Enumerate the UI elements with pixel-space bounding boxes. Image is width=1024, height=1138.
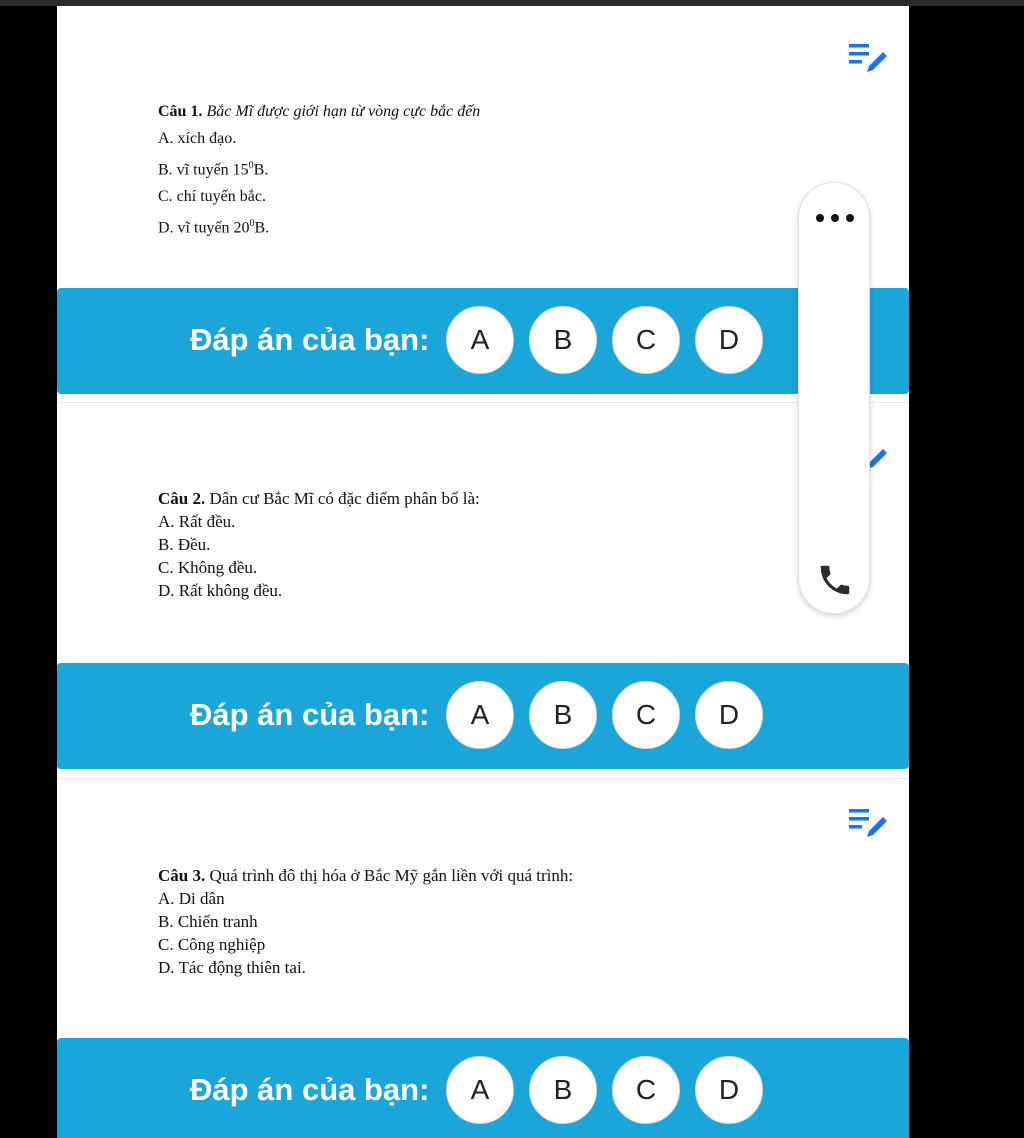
option-b: B. vĩ tuyến $15^0B$. (158, 160, 269, 179)
answer-bar-1 (57, 288, 909, 394)
option-d: D. Tác động thiên tai. (158, 958, 306, 977)
option-c: C. chí tuyến bắc. (158, 188, 266, 206)
playlist-edit-icon[interactable] (847, 40, 891, 76)
choice-a-button[interactable]: A (446, 306, 514, 374)
choice-b-button[interactable]: B (529, 1056, 597, 1124)
choice-c-button[interactable]: C (612, 306, 680, 374)
choice-b-button[interactable]: B (529, 681, 597, 749)
answer-bar-2 (57, 663, 909, 769)
answer-label: Đáp án của bạn: (190, 322, 430, 357)
question-card-2 (57, 402, 909, 663)
option-d: D. vĩ tuyến $20^0B$. (158, 218, 270, 237)
question-1 (158, 98, 480, 242)
option-a: A. xích đạo. (158, 130, 237, 147)
question-1-title (158, 98, 480, 125)
option-c: C. Không đều. (158, 558, 258, 577)
option-c: C. Công nghiệp (158, 935, 266, 954)
question-text: Dân cư Bắc Mĩ có đặc điểm phân bố là: (209, 489, 480, 508)
question-text: Bắc Mĩ được giới hạn từ vòng cực bắc đến (206, 103, 481, 120)
question-2-title (158, 487, 480, 510)
floating-action-panel (798, 182, 870, 614)
answer-label: Đáp án của bạn: (190, 1072, 430, 1107)
choice-c-button[interactable]: C (612, 1056, 680, 1124)
choice-d-button[interactable]: D (695, 1056, 763, 1124)
question-3 (158, 864, 573, 979)
option-d: D. Rất không đều. (158, 581, 283, 600)
question-text: Quá trình đô thị hóa ở Bắc Mỹ gắn liền với quá trình: (209, 866, 574, 885)
quiz-page (57, 6, 909, 1138)
option-b: B. Chiến tranh (158, 912, 258, 931)
playlist-edit-icon[interactable] (847, 805, 891, 841)
choice-d-button[interactable]: D (695, 306, 763, 374)
question-3-title (158, 864, 573, 887)
choice-c-button[interactable]: C (612, 681, 680, 749)
more-dots-icon[interactable] (815, 213, 855, 223)
choice-a-button[interactable]: A (446, 1056, 514, 1124)
question-number: Câu 2. (158, 489, 206, 508)
option-b: B. Đều. (158, 535, 211, 554)
question-card-3 (57, 778, 909, 1037)
option-a: A. Rất đều. (158, 512, 236, 531)
question-card-1 (57, 10, 909, 288)
question-2 (158, 487, 480, 602)
phone-icon[interactable] (816, 561, 854, 599)
answer-label: Đáp án của bạn: (190, 697, 430, 732)
choice-b-button[interactable]: B (529, 306, 597, 374)
question-number: Câu 1. (158, 103, 203, 120)
choice-d-button[interactable]: D (695, 681, 763, 749)
option-a: A. Di dân (158, 889, 225, 908)
choice-a-button[interactable]: A (446, 681, 514, 749)
question-number: Câu 3. (158, 866, 206, 885)
answer-bar-3 (57, 1038, 909, 1138)
